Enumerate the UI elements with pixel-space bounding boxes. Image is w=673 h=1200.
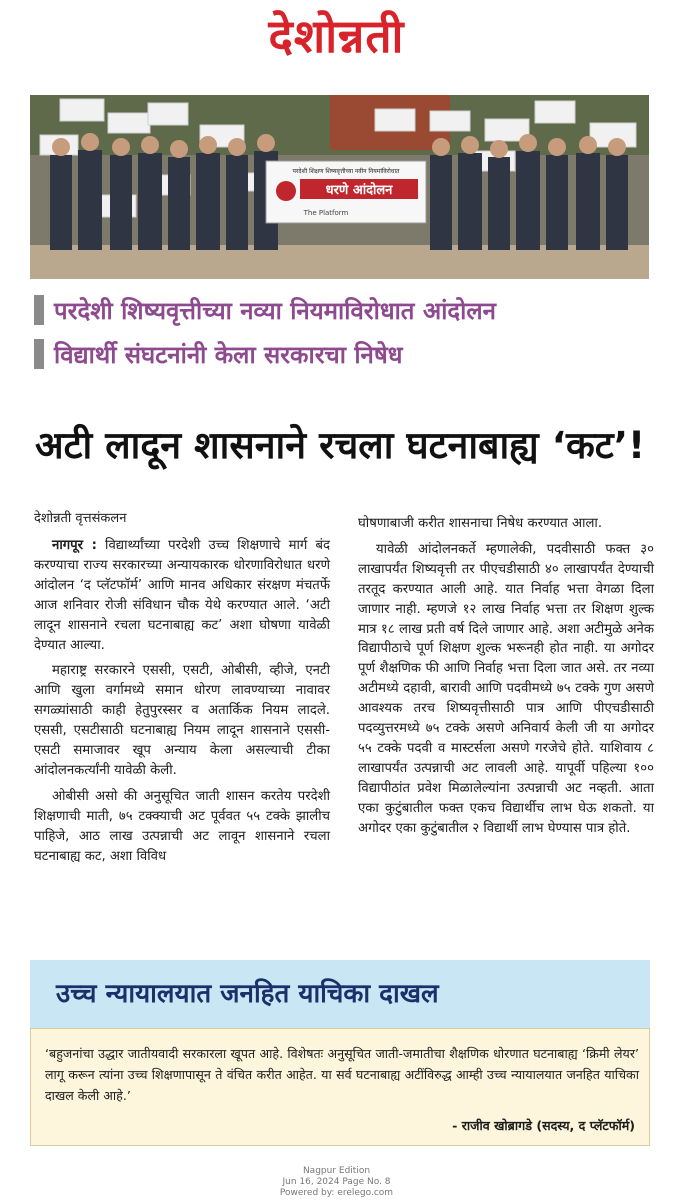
dateline: नागपूर : — [52, 538, 97, 553]
banner-topline: परदेशी शिक्षण शिष्यवृत्तीच्या नवीन नियमांविरोधात — [292, 168, 400, 175]
page-footer — [0, 1166, 673, 1199]
banner-org: The Platform — [303, 209, 349, 217]
banner-title: धरणे आंदोलन — [325, 183, 393, 198]
article-paragraph: यावेळी आंदोलनकर्ते म्हणालेकी, पदवीसाठी फक्त ३० लाखापर्यंत शिष्यवृत्ती तर पीएचडीसाठी ४० लाखापर्यंत देण्याची तरतूद करण्यात आली आहे. यात निर्वाह भत्ता वेगळा दिला जाणार नाही. म्हणजे १२ लाख निर्वाह भत्ता तर शिक्षण शुल्क मात्र १८ लाख प्रती वर्ष दिले जाणार आहे. अशा अटीमुळे अनेक विद्यापीठाचे पूर्ण शिक्षण शुल्क भरूनही होत नाही. या अगोदर पूर्ण शैक्षणिक फी आणि निर्वाह भत्ता दिला जात असे. तर नव्या अटीमध्ये दहावी, बारावी आणि पदवीमध्ये ७५ टक्के गुण असणे आवश्यक तरच शिष्यवृत्तीसाठी पात्र आणि पीएचडीसाठी पदव्युत्तरमध्ये ७५ टक्के असणे अनिवार्य केली जी या अगोदर ५५ टक्के पदवी व मास्टर्सला असणे गरजेचे होते. याशिवाय ८ लाखापर्यंत उत्पन्नाची अट लावली आहे. यापूर्वी पहिल्या १०० विद्यापीठांत प्रवेश मिळालेल्यांना उत्पन्नाची अट नव्हती. आता एका कुटुंबातील फक्त एकच विद्यार्थीच लाभ घेऊ शकतो. या अगोदर एका कुटुंबातील २ विद्यार्थी लाभ घेण्यास पात्र होते. — [358, 541, 654, 836]
footer-edition: Nagpur Edition — [302, 1166, 371, 1176]
protest-photo-illustration — [30, 95, 649, 279]
footer-powered-by: Powered by: erelego.com — [279, 1188, 394, 1198]
article-column-right — [358, 514, 654, 845]
article-paragraph — [34, 536, 330, 655]
quote-box — [30, 1028, 650, 1146]
footer-date-page: Jun 16, 2024 Page No. 8 — [282, 1177, 391, 1187]
kicker-text: विद्यार्थी संघटनांनी केला सरकारचा निषेध — [54, 340, 403, 369]
kicker-bar — [34, 339, 44, 369]
kicker-text: परदेशी शिष्यवृत्तीच्या नव्या नियमाविरोधात आंदोलन — [54, 296, 496, 325]
paragraph-text: विद्यार्थ्यांच्या परदेशी उच्च शिक्षणाचे मार्ग बंद करण्याचा राज्य सरकारच्या अन्यायकारक धोरणाविरोधात धरणे आंदोलन ‘द प्लॅटफॉर्म’ आणि मानव अधिकार संरक्षण मंचतर्फे आज शनिवार रोजी संविधान चौक येथे करण्यात आले. ‘अटी लादून शासनाने रचला घटनाबाह्य कट’ अशा घोषणा यावेळी देण्यात आल्या. — [34, 538, 330, 653]
article-column-left — [34, 536, 330, 873]
protest-photo — [30, 95, 649, 279]
quote-attribution: - राजीव खोब्रागडे (सदस्य, द प्लॅटफॉर्म) — [452, 1118, 635, 1133]
sub-headline: उच्च न्यायालयात जनहित याचिका दाखल — [56, 979, 439, 1009]
sub-headline-band — [30, 960, 650, 1030]
article-paragraph: ओबीसी असो की अनुसूचित जाती शासन करतेय परदेशी शिक्षणाची माती, ७५ टक्क्याची अट पूर्ववत ५५ टक्के झालीच पाहिजे, आठ लाख उत्पन्नाची अट लावून शासनाने रचला घटनाबाह्य कट, अशा विविध — [34, 788, 330, 864]
main-headline — [30, 395, 650, 495]
article-paragraph: महाराष्ट्र सरकारने एससी, एसटी, ओबीसी, व्हीजे, एनटी आणि खुला वर्गामध्ये समान धोरण लावण्याच्या नावावर सगळ्यांसाठी काही हेतुपुरस्सर व अतार्किक नियम लादले. एससी, एसटीसाठी घटनाबाह्य नियम लादून शासनाने एससी-एसटी समाजावर खूप अन्याय केला असल्याची टीका आंदोलनकर्त्यांनी यावेळी केली. — [34, 663, 330, 778]
bureau-credit: देशोन्नती वृत्तसंकलन — [34, 511, 127, 526]
article-paragraph: घोषणाबाजी करीत शासनाचा निषेध करण्यात आला. — [358, 516, 603, 531]
kicker-line-1 — [34, 292, 654, 328]
kicker-bar — [34, 295, 44, 325]
kicker-block — [34, 292, 654, 380]
kicker-line-2 — [34, 336, 654, 372]
masthead — [0, 0, 673, 70]
headline-text: अटी लादून शासनाने रचला घटनाबाह्य ‘कट’! — [34, 423, 646, 467]
newspaper-logo: देशोन्नती — [268, 9, 405, 63]
quote-text: ‘बहुजनांचा उद्धार जातीयवादी सरकारला खूपत आहे. विशेषतः अनुसूचित जाती-जमातीचा शैक्षणिक धोरणात घटनाबाह्य ‘क्रिमी लेयर’ लागू करून त्यांना उच्च शिक्षणापासून ते वंचित करीत आहेत. या सर्व घटनाबाह्य अटींविरुद्ध आम्ही उच्च न्यायालयात जनहित याचिका दाखल केली आहे.’ — [45, 1046, 639, 1103]
